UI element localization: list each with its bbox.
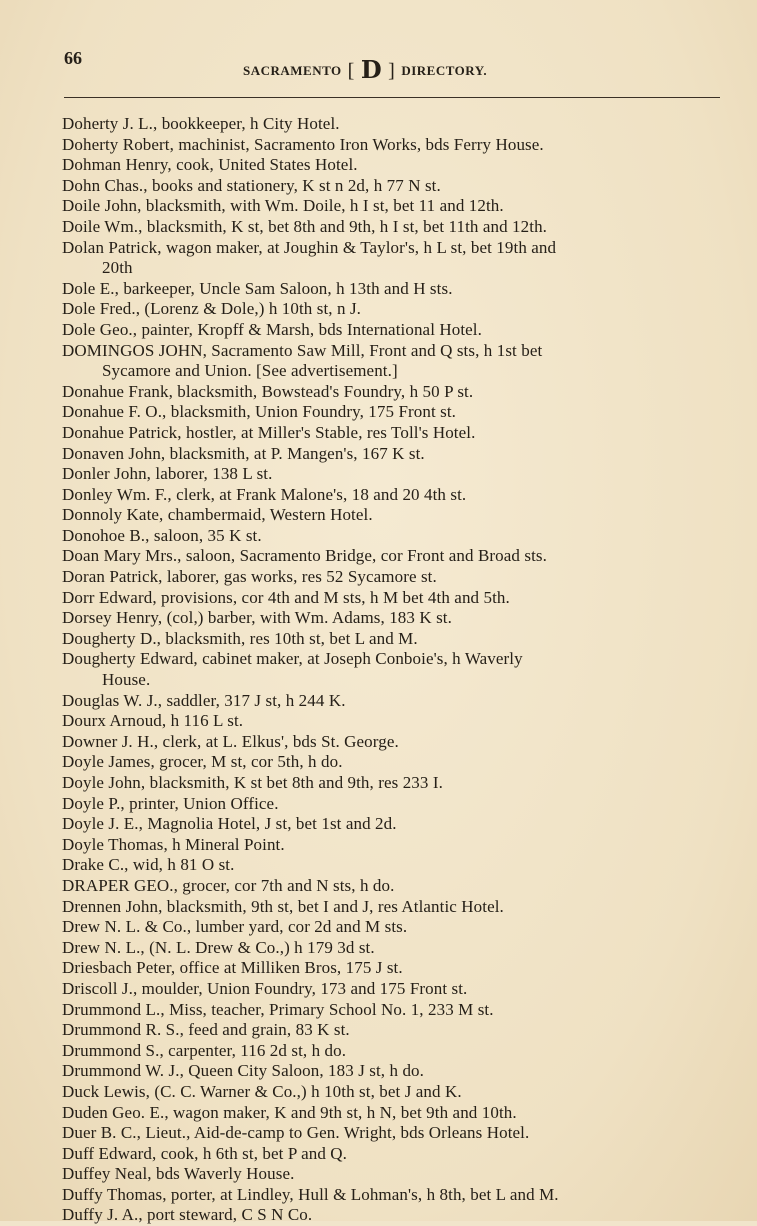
directory-entry xyxy=(62,464,742,485)
directory-entry xyxy=(62,629,742,650)
entry-text: Doyle James, grocer, M st, cor 5th, h do. xyxy=(62,752,343,772)
entry-text: Douglas W. J., saddler, 317 J st, h 244 K. xyxy=(62,690,346,710)
entry-text: Dohn Chas., books and stationery, K st n 2d, h 77 N st. xyxy=(62,175,441,195)
entry-continuation: House. xyxy=(102,670,151,690)
running-head xyxy=(243,52,488,84)
directory-entry xyxy=(62,773,742,794)
entry-text: Dolan Patrick, wagon maker, at Joughin & Taylor's, h L st, bet 19th and xyxy=(62,237,557,257)
directory-entry xyxy=(62,155,742,176)
entry-continuation: 20th xyxy=(102,258,133,278)
directory-entry xyxy=(62,588,742,609)
entry-text: Dole E., barkeeper, Uncle Sam Saloon, h 13th and H sts. xyxy=(62,278,453,298)
entry-text: Dourx Arnoud, h 116 L st. xyxy=(62,711,244,731)
entry-text: Donley Wm. F., clerk, at Frank Malone's, 18 and 20 4th st. xyxy=(62,484,467,504)
entry-text: Drake C., wid, h 81 O st. xyxy=(62,855,235,875)
directory-entry xyxy=(62,546,742,567)
entry-text: Dorr Edward, provisions, cor 4th and M sts, h M bet 4th and 5th. xyxy=(62,587,510,607)
directory-entry xyxy=(62,711,742,732)
directory-entry xyxy=(62,1020,742,1041)
directory-entry xyxy=(62,649,742,690)
entry-text: Donahue Frank, blacksmith, Bowstead's Foundry, h 50 P st. xyxy=(62,381,474,401)
directory-entry xyxy=(62,402,742,423)
entry-text: Drummond W. J., Queen City Saloon, 183 J st, h do. xyxy=(62,1061,425,1081)
directory-entry xyxy=(62,732,742,753)
directory-entry xyxy=(62,1103,742,1124)
entry-text: Driscoll J., moulder, Union Foundry, 173 and 175 Front st. xyxy=(62,978,468,998)
entry-text: Donler John, laborer, 138 L st. xyxy=(62,464,273,484)
entry-text: Doherty J. L., bookkeeper, h City Hotel. xyxy=(62,114,340,133)
directory-entry xyxy=(62,299,742,320)
entry-text: Drew N. L., (N. L. Drew & Co.,) h 179 3d st. xyxy=(62,937,375,957)
entry-text: Dorsey Henry, (col,) barber, with Wm. Adams, 183 K st. xyxy=(62,608,452,628)
running-head-letter: D xyxy=(360,55,383,84)
entry-continuation: Sycamore and Union. [See advertisement.] xyxy=(102,361,398,381)
directory-entry xyxy=(62,752,742,773)
directory-entry xyxy=(62,1082,742,1103)
directory-entry xyxy=(62,1000,742,1021)
entry-text: Dole Fred., (Lorenz & Dole,) h 10th st, n J. xyxy=(62,299,362,319)
directory-entry xyxy=(62,196,742,217)
directory-entry xyxy=(62,917,742,938)
directory-entry xyxy=(62,1061,742,1082)
running-head-bracket-close: ] xyxy=(388,60,396,82)
directory-entry xyxy=(62,382,742,403)
directory-entry xyxy=(62,691,742,712)
entry-text: Downer J. H., clerk, at L. Elkus', bds St. George. xyxy=(62,731,399,751)
entry-text: Doherty Robert, machinist, Sacramento Iron Works, bds Ferry House. xyxy=(62,134,544,154)
entry-text: Duffy J. A., port steward, C S N Co. xyxy=(62,1205,313,1225)
directory-entry xyxy=(62,114,742,135)
directory-entry xyxy=(62,320,742,341)
entry-text: Donohoe B., saloon, 35 K st. xyxy=(62,525,262,545)
directory-entry xyxy=(62,1123,742,1144)
entry-text: Doan Mary Mrs., saloon, Sacramento Bridge, cor Front and Broad sts. xyxy=(62,546,547,566)
entry-text: Donnoly Kate, chambermaid, Western Hotel. xyxy=(62,505,373,525)
entry-text: Drew N. L. & Co., lumber yard, cor 2d and M sts. xyxy=(62,917,408,937)
entry-text: Duffy Thomas, porter, at Lindley, Hull & Lohman's, h 8th, bet L and M. xyxy=(62,1184,559,1204)
directory-entry xyxy=(62,526,742,547)
entry-text: DOMINGOS JOHN, Sacramento Saw Mill, Front and Q sts, h 1st bet xyxy=(62,340,543,360)
directory-entry xyxy=(62,444,742,465)
directory-entry xyxy=(62,938,742,959)
directory-entry xyxy=(62,279,742,300)
entry-text: Driesbach Peter, office at Milliken Bros, 175 J st. xyxy=(62,958,403,978)
entry-text: Doran Patrick, laborer, gas works, res 52 Sycamore st. xyxy=(62,567,437,587)
directory-entry xyxy=(62,505,742,526)
directory-entry xyxy=(62,567,742,588)
directory-entry xyxy=(62,608,742,629)
directory-entry xyxy=(62,217,742,238)
directory-entry xyxy=(62,238,742,279)
directory-entry xyxy=(62,958,742,979)
directory-entry xyxy=(62,897,742,918)
entry-text: Duer B. C., Lieut., Aid-de-camp to Gen. Wright, bds Orleans Hotel. xyxy=(62,1123,530,1143)
entry-text: Donaven John, blacksmith, at P. Mangen's, 167 K st. xyxy=(62,443,425,463)
directory-entry xyxy=(62,876,742,897)
entry-text: Duden Geo. E., wagon maker, K and 9th st, h N, bet 9th and 10th. xyxy=(62,1102,517,1122)
directory-entry xyxy=(62,423,742,444)
entry-text: Dohman Henry, cook, United States Hotel. xyxy=(62,155,358,175)
entry-text: DRAPER GEO., grocer, cor 7th and N sts, h do. xyxy=(62,875,395,895)
entry-text: Donahue F. O., blacksmith, Union Foundry, 175 Front st. xyxy=(62,402,457,422)
entry-text: Doile Wm., blacksmith, K st, bet 8th and 9th, h I st, bet 11th and 12th. xyxy=(62,216,548,236)
directory-entry xyxy=(62,1164,742,1185)
entry-text: Doyle P., printer, Union Office. xyxy=(62,793,279,813)
header-rule xyxy=(64,97,720,98)
directory-entry xyxy=(62,794,742,815)
entry-text: Doyle John, blacksmith, K st bet 8th and 9th, res 233 I. xyxy=(62,773,443,792)
running-head-right: DIRECTORY. xyxy=(401,63,488,78)
entry-text: Duffey Neal, bds Waverly House. xyxy=(62,1164,295,1184)
directory-entry xyxy=(62,485,742,506)
directory-entry xyxy=(62,135,742,156)
entry-text: Dole Geo., painter, Kropff & Marsh, bds International Hotel. xyxy=(62,319,482,339)
directory-entry xyxy=(62,1041,742,1062)
entry-text: Donahue Patrick, hostler, at Miller's Stable, res Toll's Hotel. xyxy=(62,422,476,442)
directory-entry xyxy=(62,341,742,382)
entry-text: Dougherty Edward, cabinet maker, at Joseph Conboie's, h Waverly xyxy=(62,649,523,669)
directory-entries xyxy=(62,114,742,1226)
entry-text: Drummond R. S., feed and grain, 83 K st. xyxy=(62,1020,350,1040)
directory-entry xyxy=(62,855,742,876)
directory-entry xyxy=(62,979,742,1000)
entry-text: Doyle Thomas, h Mineral Point. xyxy=(62,834,285,854)
entry-text: Drummond L., Miss, teacher, Primary School No. 1, 233 M st. xyxy=(62,999,494,1019)
page-number: 66 xyxy=(64,48,82,68)
entry-text: Duff Edward, cook, h 6th st, bet P and Q. xyxy=(62,1143,348,1163)
directory-entry xyxy=(62,1205,742,1226)
entry-text: Duck Lewis, (C. C. Warner & Co.,) h 10th st, bet J and K. xyxy=(62,1081,462,1101)
entry-text: Doile John, blacksmith, with Wm. Doile, h I st, bet 11 and 12th. xyxy=(62,196,504,216)
directory-entry xyxy=(62,1144,742,1165)
directory-entry xyxy=(62,835,742,856)
directory-entry xyxy=(62,1185,742,1206)
directory-entry xyxy=(62,814,742,835)
directory-entry xyxy=(62,176,742,197)
entry-text: Dougherty D., blacksmith, res 10th st, bet L and M. xyxy=(62,628,418,648)
entry-text: Drennen John, blacksmith, 9th st, bet I and J, res Atlantic Hotel. xyxy=(62,896,504,916)
entry-text: Drummond S., carpenter, 116 2d st, h do. xyxy=(62,1040,347,1060)
running-head-left: SACRAMENTO xyxy=(243,63,342,78)
entry-text: Doyle J. E., Magnolia Hotel, J st, bet 1st and 2d. xyxy=(62,814,397,834)
running-head-bracket-open: [ xyxy=(347,60,355,82)
